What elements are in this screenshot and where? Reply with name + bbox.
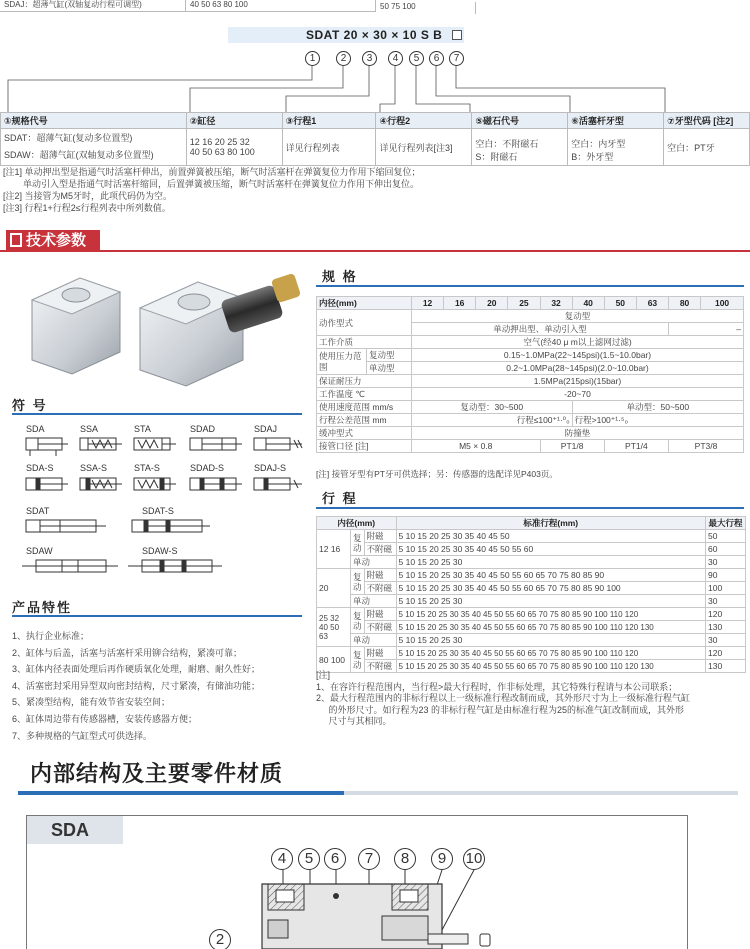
- stroke-values: 5 10 15 20 25 30 35 40 45 50 55 60 65 70 75 80 85 90 100 110 120: [396, 608, 705, 621]
- pneumatic-symbols: [22, 434, 322, 584]
- spec-action-double: 复动型: [412, 310, 744, 323]
- spec-port-m5: M5 × 0.8: [412, 440, 541, 453]
- spec-bore-50: 50: [604, 297, 636, 310]
- code-sdaw: SDAW：超薄气缸(双轴复动多位置型): [4, 150, 154, 160]
- stroke-max: 120: [706, 608, 746, 621]
- symbol-label-sdaw-s: SDAW-S: [142, 546, 178, 556]
- symbol-label-sdat: SDAT: [26, 506, 50, 516]
- spec-port-pt18: PT1/8: [540, 440, 604, 453]
- stroke-magnet: 不附磁: [364, 660, 396, 673]
- part-number-10: 10: [463, 848, 485, 870]
- features-title: 产品特性: [12, 600, 73, 615]
- spec-speed-label: 使用速度范围 mm/s: [317, 401, 412, 414]
- doc-icon: [10, 233, 22, 247]
- stroke-bore: 12 16: [317, 530, 351, 569]
- stroke-type: 复动: [351, 569, 365, 595]
- feature-item: 6、缸体周边带有传感器槽，安装传感器方便；: [12, 713, 198, 724]
- spec-pressure-single-value: 0.2~1.0MPa(28~145psi)(2.0~10.0bar): [412, 362, 744, 375]
- part-number-9: 9: [431, 848, 453, 870]
- code-note-1b: 单动引入型是指通气时活塞杆缩回，后置弹簧被压缩，断气时活塞杆在弹簧复位力作用下伸出复位。: [3, 179, 420, 189]
- stroke-values: 5 10 15 20 25 30 35 40 45 50 55 60 65 70 75 80 85 90: [396, 569, 705, 582]
- stroke-header-standard: 标准行程(mm): [396, 517, 705, 530]
- stroke-values: 5 10 15 20 25 30 35 40 45 50 55 60 65 70 75 80 85 90 100 110 120 130: [396, 621, 705, 634]
- part-number-6: 6: [324, 848, 346, 870]
- symbol-sdad: [190, 438, 242, 450]
- stroke-magnet: 附磁: [364, 530, 396, 543]
- stroke-max: 60: [706, 543, 746, 556]
- spec-buffer-value: 防撞垫: [412, 427, 744, 440]
- spec-bore-63: 63: [636, 297, 668, 310]
- symbol-sdaw: [22, 560, 118, 572]
- feature-item: 5、紧凑型结构，能有效节省安装空间；: [12, 697, 171, 708]
- stroke-max: 30: [706, 634, 746, 647]
- symbol-sta: [134, 438, 176, 450]
- spec-action-single: 单动押出型、单动引入型: [412, 323, 669, 336]
- stroke-title: 行 程: [322, 491, 358, 506]
- spec-temp-label: 工作温度 ℃: [317, 388, 412, 401]
- feature-item: 7、多种规格的气缸型式可供选择。: [12, 730, 153, 741]
- stroke-title-rule: [316, 507, 744, 509]
- symbol-label-ssa: SSA: [80, 424, 99, 434]
- spec-port-pt14: PT1/4: [604, 440, 668, 453]
- features-list: [12, 628, 302, 744]
- spec-bore-16: 16: [444, 297, 476, 310]
- code-stroke2-value: 详见行程列表[注3]: [376, 129, 472, 166]
- symbol-sdaw-s: [128, 560, 222, 572]
- stroke-max: 100: [706, 582, 746, 595]
- stroke-note-2: 2、最大行程范围内的非标行程以上一级标准行程改制而成，其外形尺寸为上一级标准行程气缸: [316, 693, 691, 703]
- model-code-bar: [228, 27, 464, 43]
- structure-title-rule-blue: [18, 791, 344, 795]
- stroke-values: 5 10 15 20 25 30: [396, 634, 705, 647]
- cylinder-cross-section: [232, 870, 492, 949]
- model-code-table: [0, 112, 750, 166]
- cylinder-product-image: [28, 262, 308, 387]
- stroke-max: 130: [706, 621, 746, 634]
- code-marker-4: 4: [388, 51, 403, 66]
- code-marker-1: 1: [305, 51, 320, 66]
- symbol-label-sta: STA: [134, 424, 151, 434]
- stroke-bore: 25 32 40 50 63: [317, 608, 351, 647]
- model-code: SDAT 20 × 30 × 10 S B: [306, 28, 443, 42]
- symbol-label-sdaw: SDAW: [26, 546, 53, 556]
- symbol-sdad-s: [190, 478, 242, 490]
- features-title-rule: [12, 615, 302, 617]
- code-header-stroke2: ④行程2: [376, 113, 472, 129]
- spec-port-pt38: PT3/8: [669, 440, 744, 453]
- spec-bore-32: 32: [540, 297, 572, 310]
- code-header-thread-code: ⑦牙型代码 [注2]: [664, 113, 750, 129]
- symbol-sda: [26, 438, 68, 456]
- code-stroke1-value: 详见行程列表: [282, 129, 376, 166]
- top-strip-right: 50 75 100: [376, 2, 476, 14]
- symbol-label-sda-s: SDA-S: [26, 463, 54, 473]
- stroke-max: 130: [706, 660, 746, 673]
- stroke-type: 单动: [351, 556, 397, 569]
- part-number-5: 5: [298, 848, 320, 870]
- stroke-header-max: 最大行程: [706, 517, 746, 530]
- spec-title: 规 格: [322, 269, 358, 284]
- feature-item: 4、活塞密封采用异型双向密封结构，尺寸紧凑，有储油功能；: [12, 680, 261, 691]
- part-number-7: 7: [358, 848, 380, 870]
- stroke-note-2c: 尺寸与其相同。: [316, 716, 392, 726]
- symbol-ssa: [80, 438, 122, 450]
- spec-port-label: 接管口径 [注]: [317, 440, 412, 453]
- spec-table: [316, 296, 744, 453]
- symbols-title-rule: [12, 413, 302, 415]
- spec-speed-double: 复动型：30~500: [412, 401, 573, 414]
- stroke-values: 5 10 15 20 25 30 35 40 45 50 55 60: [396, 543, 705, 556]
- symbol-label-sdaj-s: SDAJ-S: [254, 463, 287, 473]
- spec-bore-12: 12: [412, 297, 444, 310]
- section-title: 技术参数: [26, 232, 87, 249]
- symbol-label-sdad: SDAD: [190, 424, 216, 434]
- code-header-stroke1: ③行程1: [282, 113, 376, 129]
- stroke-magnet: 不附磁: [364, 582, 396, 595]
- stroke-type: 复动: [351, 608, 365, 634]
- top-strip-mid: 40 50 63 80 100: [186, 0, 376, 12]
- spec-pressure-label: 使用压力范围: [317, 349, 367, 375]
- spec-header-bore: 内径(mm): [317, 297, 412, 310]
- stroke-max: 30: [706, 556, 746, 569]
- section-header-tech: [0, 230, 750, 252]
- symbol-sdaj-s: [254, 478, 302, 490]
- code-marker-5: 5: [409, 51, 424, 66]
- symbols-title: 符 号: [12, 398, 48, 413]
- symbol-ssa-s: [80, 478, 122, 490]
- spec-pressure-single-label: 单动型: [367, 362, 412, 375]
- code-marker-6: 6: [429, 51, 444, 66]
- spec-medium-value: 空气(经40 μ m以上滤网过滤): [412, 336, 744, 349]
- symbol-label-sdat-s: SDAT-S: [142, 506, 174, 516]
- stroke-max: 90: [706, 569, 746, 582]
- spec-pressure-double-value: 0.15~1.0MPa(22~145psi)(1.5~10.0bar): [412, 349, 744, 362]
- spec-tol-label: 行程公差范围 mm: [317, 414, 412, 427]
- stroke-magnet: 不附磁: [364, 543, 396, 556]
- stroke-header-bore: 内径(mm): [317, 517, 397, 530]
- code-sdat: SDAT：超薄气缸(复动多位置型): [4, 133, 133, 143]
- code-thread-inner: 空白：内牙型: [571, 139, 626, 149]
- spec-bore-100: 100: [701, 297, 744, 310]
- code-thread-pt: 空白：PT牙: [664, 129, 750, 166]
- spec-proof-label: 保证耐压力: [317, 375, 412, 388]
- stroke-values: 5 10 15 20 25 30: [396, 595, 705, 608]
- spec-medium-label: 工作介质: [317, 336, 412, 349]
- spec-pressure-double-label: 复动型: [367, 349, 412, 362]
- stroke-bore: 80 100: [317, 647, 351, 673]
- spec-bore-40: 40: [572, 297, 604, 310]
- code-bore-row1: 12 16 20 25 32: [189, 137, 250, 147]
- stroke-note-head: [注]: [316, 670, 331, 680]
- code-header-magnet: ⑤磁石代号: [472, 113, 568, 129]
- top-strip: [0, 0, 750, 12]
- spec-bore-25: 25: [508, 297, 540, 310]
- spec-tol-gt100: 行程>100⁺¹·⁵₀: [572, 414, 743, 427]
- part-number-8: 8: [394, 848, 416, 870]
- code-header-rod-thread: ⑥活塞杆牙型: [568, 113, 664, 129]
- stroke-values: 5 10 15 20 25 30 35 40 45 50 55 60 65 70 75 80 85 90 100: [396, 582, 705, 595]
- stroke-type: 复动: [351, 530, 365, 556]
- code-marker-2: 2: [336, 51, 351, 66]
- spec-note: [注] 接管牙型有PT牙可供选择；另：传感器的选配详见P403页。: [316, 469, 558, 479]
- stroke-max: 120: [706, 647, 746, 660]
- spec-action-label: 动作型式: [317, 310, 412, 336]
- stroke-table: [316, 516, 746, 673]
- code-header-spec: ①规格代号: [1, 113, 187, 129]
- stroke-bore: 20: [317, 569, 351, 608]
- code-header-bore: ②缸径: [186, 113, 282, 129]
- code-magnet-s: S：附磁石: [475, 152, 518, 162]
- symbol-label-sda: SDA: [26, 424, 45, 434]
- stroke-max: 30: [706, 595, 746, 608]
- code-magnet-none: 空白：不附磁石: [475, 139, 539, 149]
- stroke-magnet: 附磁: [364, 569, 396, 582]
- spec-buffer-label: 缓冲型式: [317, 427, 412, 440]
- symbol-sdaj: [254, 438, 302, 450]
- stroke-magnet: 附磁: [364, 608, 396, 621]
- feature-item: 3、缸体内径表面处理后再作硬质氧化处理，耐磨、耐久性好；: [12, 664, 261, 675]
- spec-speed-single: 单动型：50~500: [572, 401, 743, 414]
- spec-title-rule: [316, 285, 744, 287]
- symbol-sda-s: [26, 478, 68, 490]
- top-strip-left: SDAJ：超薄气缸(双轴复动行程可调型): [0, 0, 186, 12]
- spec-action-na: –: [669, 323, 744, 336]
- code-note-2: [注2] 当接管为M5牙时，此项代码仍为空。: [3, 191, 173, 201]
- stroke-magnet: 不附磁: [364, 621, 396, 634]
- spec-proof-value: 1.5MPa(215psi)(15bar): [412, 375, 744, 388]
- code-thread-outer: B：外牙型: [571, 152, 614, 162]
- code-marker-7: 7: [449, 51, 464, 66]
- symbol-label-sta-s: STA-S: [134, 463, 160, 473]
- symbol-sta-s: [134, 478, 176, 490]
- symbol-label-sdad-s: SDAD-S: [190, 463, 225, 473]
- symbol-sdat-s: [132, 520, 210, 532]
- stroke-values: 5 10 15 20 25 30 35 40 45 50 55 60 65 70 75 80 85 90 100 110 120: [396, 647, 705, 660]
- part-number-4: 4: [271, 848, 293, 870]
- spec-bore-80: 80: [669, 297, 701, 310]
- stroke-magnet: 附磁: [364, 647, 396, 660]
- symbol-label-ssa-s: SSA-S: [80, 463, 108, 473]
- stroke-notes: [316, 670, 748, 728]
- feature-item: 2、缸体与后盖，活塞与活塞杆采用铆合结构，紧凑可靠；: [12, 647, 243, 658]
- stroke-max: 50: [706, 530, 746, 543]
- section-header-label: [6, 230, 100, 252]
- code-marker-3: 3: [362, 51, 377, 66]
- structure-label: SDA: [27, 816, 123, 844]
- stroke-values: 5 10 15 20 25 30 35 40 45 50: [396, 530, 705, 543]
- feature-item: 1、执行企业标准；: [12, 631, 90, 641]
- code-note-1: [注1] 单动押出型是指通气时活塞杆伸出，前置弹簧被压缩，断气时活塞杆在弹簧复位力作用下缩回复位；: [3, 167, 421, 177]
- code-bore-row2: 40 50 63 80 100: [189, 147, 255, 157]
- spec-temp-value: -20~70: [412, 388, 744, 401]
- stroke-type: 单动: [351, 634, 397, 647]
- stroke-values: 5 10 15 20 25 30: [396, 556, 705, 569]
- symbol-label-sdaj: SDAJ: [254, 424, 278, 434]
- part-number-2: 2: [209, 929, 231, 949]
- stroke-type: 单动: [351, 595, 397, 608]
- stroke-values: 5 10 15 20 25 30 35 40 45 50 55 60 65 70 75 80 85 90 100 110 120 130: [396, 660, 705, 673]
- stroke-type: 复动: [351, 647, 365, 673]
- code-note-3: [注3] 行程1+行程2≤行程列表中所列数值。: [3, 203, 171, 213]
- stroke-note-2b: 的外形尺寸。如行程为23 的非标行程气缸是由标准行程为25的标准气缸改制而成，其外形: [316, 704, 685, 715]
- code-notes: [3, 166, 748, 214]
- structure-title: 内部结构及主要零件材质: [30, 761, 284, 786]
- model-code-empty-box: [452, 30, 462, 40]
- stroke-note-1: 1、在容许行程范围内，当行程>最大行程时，作非标处理，其它特殊行程请与本公司联系；: [316, 681, 678, 692]
- spec-bore-20: 20: [476, 297, 508, 310]
- symbol-sdat: [26, 520, 106, 532]
- spec-tol-le100: 行程≤100⁺¹·⁰₀: [412, 414, 573, 427]
